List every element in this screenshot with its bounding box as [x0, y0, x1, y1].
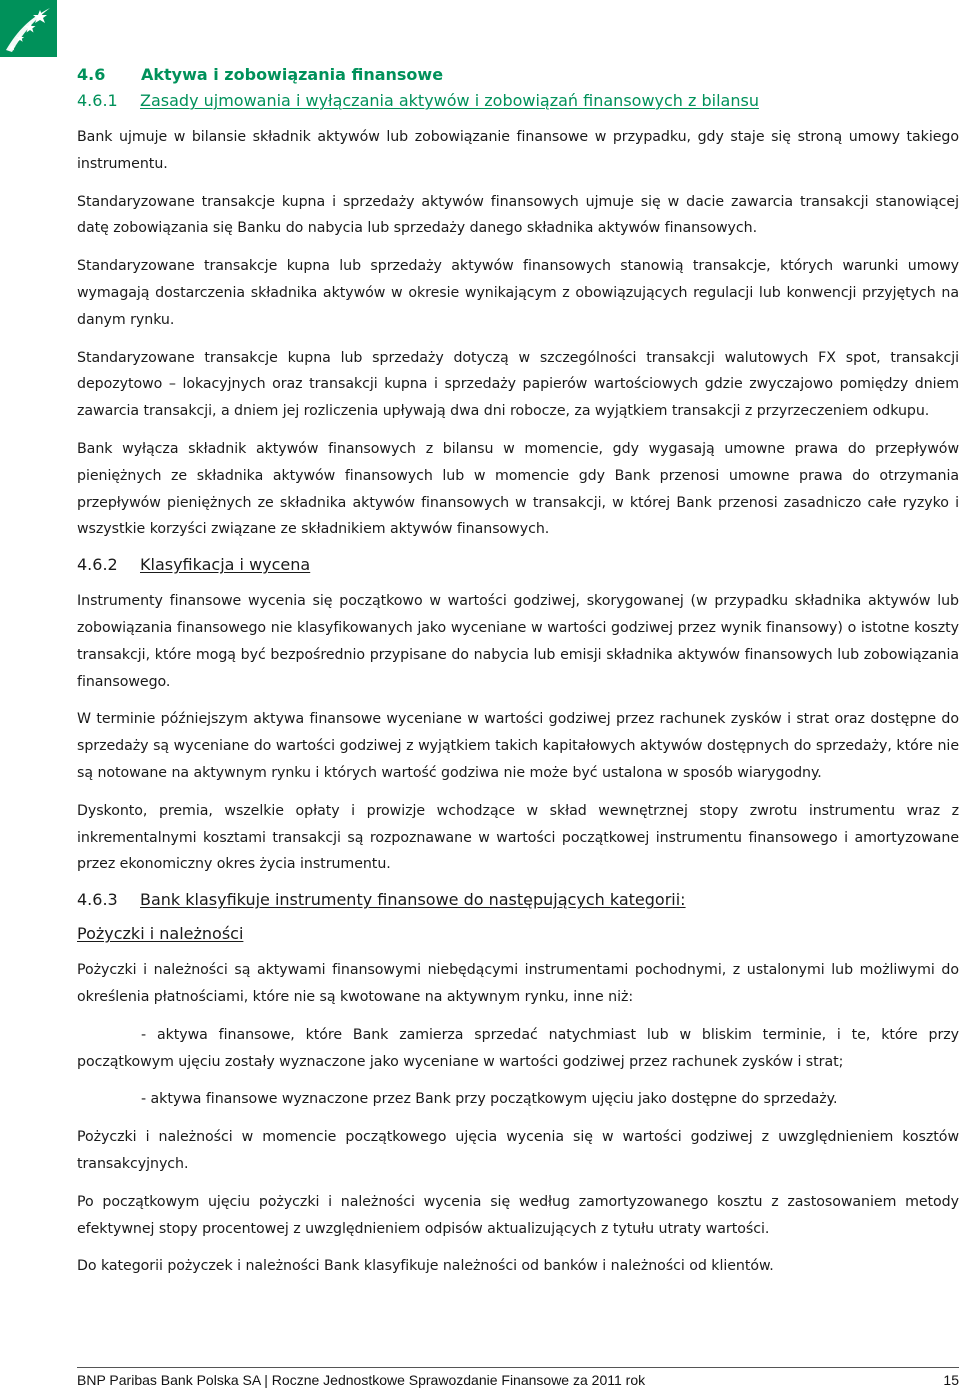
category-heading: Pożyczki i należności — [77, 924, 244, 944]
subsection-number: 4.6.3 — [77, 890, 118, 910]
subsection-title: Zasady ujmowania i wyłączania aktywów i zobowiązań finansowych z bilansu — [140, 91, 759, 110]
footer-text: BNP Paribas Bank Polska SA | Roczne Jednostkowe Sprawozdanie Finansowe za 2011 rok — [77, 1372, 646, 1388]
document-body — [77, 62, 959, 1291]
paragraph: Standaryzowane transakcje kupna lub sprzedaży aktywów finansowych stanowią transakcje, których warunki umowy wymagają dostarczenia składnika aktywów w okresie wynikającym z obowiązujących regulacji lub konwencji przyjętych na danym rynku. — [77, 258, 959, 328]
section-title: Aktywa i zobowiązania finansowe — [141, 65, 444, 84]
subsection-title: Bank klasyfikuje instrumenty finansowe do następujących kategorii: — [140, 890, 686, 910]
page-number: 15 — [943, 1372, 959, 1388]
paragraph: Pożyczki i należności są aktywami finansowymi niebędącymi instrumentami pochodnymi, z ustalonymi lub możliwymi do określenia płatnościami, które nie są kwotowane na aktywnym rynku, inne niż: — [77, 962, 959, 1005]
paragraph: Standaryzowane transakcje kupna lub sprzedaży dotyczą w szczególności transakcji walutowych FX spot, transakcji depozytowo – lokacyjnych oraz transakcji kupna i sprzedaży papierów wartościowych gdzie zwyczajowo pomiędzy dniem zawarcia transakcji, a dniem jej rozliczenia upływają dwa dni robocze, za wyjątkiem transakcji z przyrzeczeniem odkupu. — [77, 349, 959, 420]
bnp-stars-logo — [0, 0, 57, 57]
paragraph: Bank ujmuje w bilansie składnik aktywów lub zobowiązanie finansowe w przypadku, gdy staje się stroną umowy takiego instrumentu. — [77, 129, 959, 172]
section-heading — [77, 62, 959, 88]
subsection-heading-4-6-1 — [77, 90, 959, 112]
paragraph: Instrumenty finansowe wycenia się początkowo w wartości godziwej, skorygowanej (w przypadku składnika aktywów lub zobowiązania finansowego nie klasyfikowanych jako wyceniane w wartości godziwej przez wynik finansowy) o istotne koszty transakcji, które mogą być bezpośrednio przypisane do nabycia lub emisji składnika aktywów finansowych lub zobowiązania finansowego. — [77, 593, 959, 690]
paragraph: W terminie późniejszym aktywa finansowe wyceniane w wartości godziwej przez rachunek zysków i strat oraz dostępne do sprzedaży są wyceniane do wartości godziwej z wyjątkiem takich kapitałowych aktywów dostępnych do sprzedaży, które nie są notowane na aktywnym rynku i których wartość godziwa nie może być ustalona w sposób wiarygodny. — [77, 711, 959, 781]
section-number: 4.6 — [77, 65, 106, 84]
subsection-number: 4.6.2 — [77, 555, 118, 575]
page-footer — [77, 1367, 959, 1388]
paragraph: Po początkowym ujęciu pożyczki i należności wycenia się według zamortyzowanego kosztu z zastosowaniem metody efektywnej stopy procentowej z uwzględnieniem odpisów aktualizujących z tytułu utraty wartości. — [77, 1193, 959, 1237]
bullet-item: - aktywa finansowe, które Bank zamierza sprzedać natychmiast lub w bliskim terminie, i te, które przy początkowym ujęciu zostały wyznaczone jako wyceniane w wartości godziwej przez rachunek zysków i strat; — [77, 1026, 959, 1070]
paragraph: Bank wyłącza składnik aktywów finansowych z bilansu w momencie, gdy wygasają umowne prawa do przepływów pieniężnych ze składnika aktywów finansowych lub w momencie gdy Bank przenosi umowne prawa do otrzymania przepływów pieniężnych ze składnika aktywów finansowych w transakcji, w której Bank przenosi zasadniczo całe ryzyko i wszystkie korzyści związane ze składnikiem aktywów finansowych. — [77, 440, 959, 538]
subsection-title: Klasyfikacja i wycena — [140, 555, 311, 575]
subsection-number: 4.6.1 — [77, 91, 118, 110]
paragraph: Pożyczki i należności w momencie początkowego ujęcia wycenia się w wartości godziwej z uwzględnieniem kosztów transakcyjnych. — [77, 1129, 959, 1172]
subsection-heading-4-6-2 — [77, 554, 959, 576]
bullet-item: - aktywa finansowe wyznaczone przez Bank przy początkowym ujęciu jako dostępne do sprzedaży. — [141, 1091, 838, 1108]
paragraph: Dyskonto, premia, wszelkie opłaty i prowizje wchodzące w skład wewnętrznej stopy zwrotu instrumentu wraz z inkrementalnymi kosztami transakcji są rozpoznawane w wartości początkowej instrumentu finansowego i amortyzowane przez ekonomiczny okres życia instrumentu. — [77, 802, 959, 873]
stars-icon — [0, 0, 57, 57]
subsection-heading-4-6-3 — [77, 889, 959, 911]
paragraph: Do kategorii pożyczek i należności Bank klasyfikuje należności od banków i należności od klientów. — [77, 1258, 774, 1275]
paragraph: Standaryzowane transakcje kupna i sprzedaży aktywów finansowych ujmuje się w dacie zawarcia transakcji stanowiącej datę zobowiązania się Banku do nabycia lub sprzedaży danego składnika aktywów finansowych. — [77, 193, 959, 237]
